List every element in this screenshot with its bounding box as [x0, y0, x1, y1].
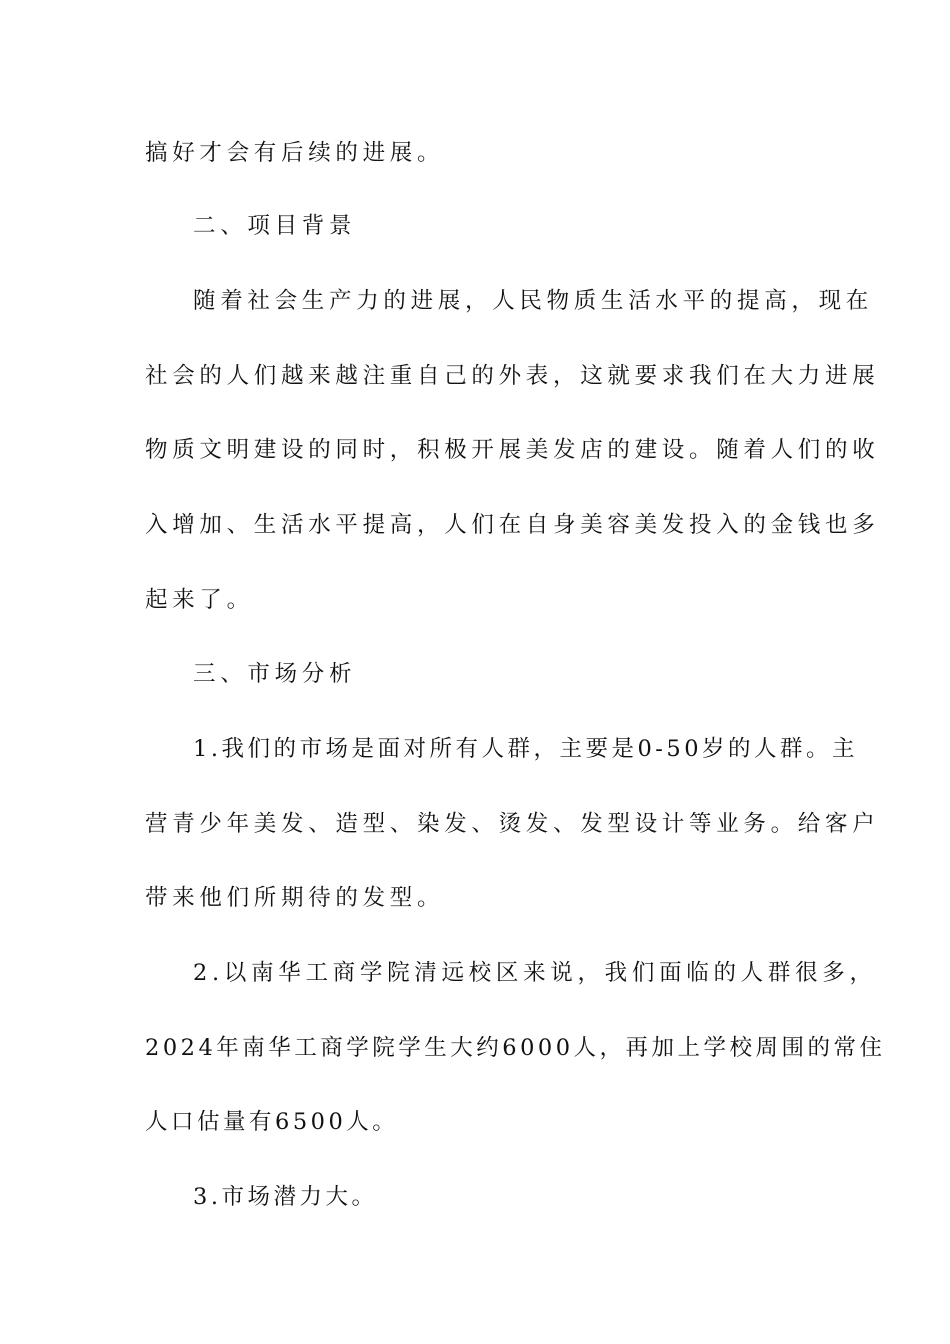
paragraph-line: 入增加、生活水平提高，人们在自身美容美发投入的金钱也多: [145, 512, 880, 538]
paragraph-line: 3.市场潜力大。: [193, 1184, 378, 1210]
paragraph-line: 2024年南华工商学院学生大约6000人，再加上学校周围的常住: [145, 1035, 886, 1061]
paragraph-line: 1.我们的市场是面对所有人群，主要是0-50岁的人群。主: [193, 736, 859, 762]
paragraph-line: 搞好才会有后续的进展。: [145, 140, 445, 166]
paragraph-line: 人口估量有6500人。: [145, 1109, 399, 1135]
paragraph-line: 物质文明建设的同时，积极开展美发店的建设。随着人们的收: [145, 437, 880, 463]
paragraph-line: 社会的人们越来越注重自己的外表，这就要求我们在大力进展: [145, 363, 880, 389]
section-heading-market-analysis: 三、市场分析: [193, 661, 357, 687]
paragraph-line: 营青少年美发、造型、染发、烫发、发型设计等业务。给客户: [145, 811, 880, 837]
paragraph-line: 随着社会生产力的进展，人民物质生活水平的提高，现在: [193, 288, 874, 314]
paragraph-line: 起来了。: [145, 587, 254, 613]
section-heading-project-background: 二、项目背景: [193, 213, 357, 239]
paragraph-line: 2.以南华工商学院清远校区来说，我们面临的人群很多，: [193, 960, 877, 986]
paragraph-line: 带来他们所期待的发型。: [145, 885, 445, 911]
